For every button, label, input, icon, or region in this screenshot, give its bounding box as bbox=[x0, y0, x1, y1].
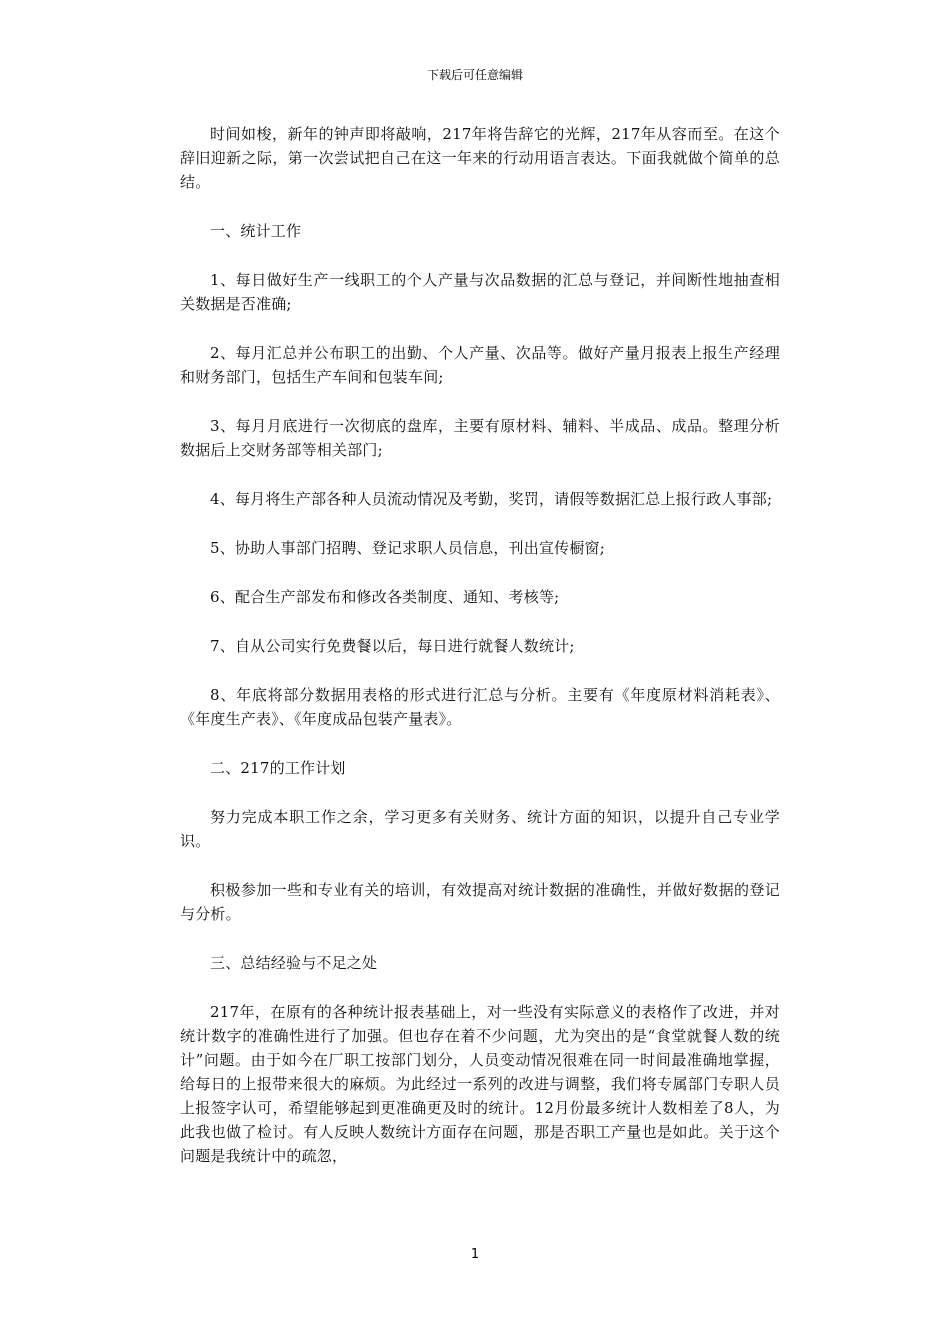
section-heading-statistics: 一、统计工作 bbox=[210, 222, 302, 240]
list-item-1: 1、每日做好生产一线职工的个人产量与次品数据的汇总与登记，并间断性地抽查相关数据是否准确; bbox=[180, 271, 780, 313]
list-item-5: 5、协助人事部门招聘、登记求职人员信息，刊出宣传橱窗; bbox=[210, 539, 605, 557]
paragraph-plan-2: 积极参加一些和专业有关的培训，有效提高对统计数据的准确性，并做好数据的登记与分析。 bbox=[180, 881, 780, 923]
list-item-2: 2、每月汇总并公布职工的出勤、个人产量、次品等。做好产量月报表上报生产经理和财务部门，包括生产车间和包装车间; bbox=[180, 344, 780, 386]
list-item-6: 6、配合生产部发布和修改各类制度、通知、考核等; bbox=[210, 588, 560, 606]
page-number: 1 bbox=[470, 1247, 480, 1262]
paragraph-summary: 217年，在原有的各种统计报表基础上，对一些没有实际意义的表格作了改进，并对统计数字的准确性进行了加强。但也存在着不少问题，尤为突出的是“食堂就餐人数的统计”问题。由于如今在厂职工按部门划分，人员变动情况很难在同一时间最准确地掌握，给每日的上报带来很大的麻烦。为此经过一系列的改进与调整，我们将专属部门专职人员上报签字认可，希望能够起到更准确更及时的统计。12月份最多统计人数相差了8人，为此我也做了检讨。有人反映人数统计方面存在问题，那是否职工产量也是如此。关于这个问题是我统计中的疏忽， bbox=[180, 1003, 780, 1165]
section-heading-summary: 三、总结经验与不足之处 bbox=[210, 954, 378, 972]
paragraph-plan-1: 努力完成本职工作之余，学习更多有关财务、统计方面的知识，以提升自己专业学识。 bbox=[180, 808, 780, 850]
list-item-4: 4、每月将生产部各种人员流动情况及考勤，奖罚，请假等数据汇总上报行政人事部; bbox=[210, 490, 773, 508]
page-header: 下载后可任意编辑 bbox=[426, 68, 523, 82]
list-item-7: 7、自从公司实行免费餐以后，每日进行就餐人数统计; bbox=[210, 637, 575, 655]
list-item-8: 8、年底将部分数据用表格的形式进行汇总与分析。主要有《年度原材料消耗表》、《年度生产表》、《年度成品包装产量表》。 bbox=[180, 686, 780, 728]
document-body bbox=[180, 122, 780, 1168]
section-heading-work-plan: 二、217的工作计划 bbox=[210, 759, 346, 777]
list-item-3: 3、每月月底进行一次彻底的盘库，主要有原材料、辅料、半成品、成品。整理分析数据后上交财务部等相关部门; bbox=[180, 417, 780, 459]
paragraph-intro: 时间如梭，新年的钟声即将敲响，217年将告辞它的光辉，217年从容而至。在这个辞旧迎新之际，第一次尝试把自己在这一年来的行动用语言表达。下面我就做个简单的总结。 bbox=[180, 125, 780, 191]
